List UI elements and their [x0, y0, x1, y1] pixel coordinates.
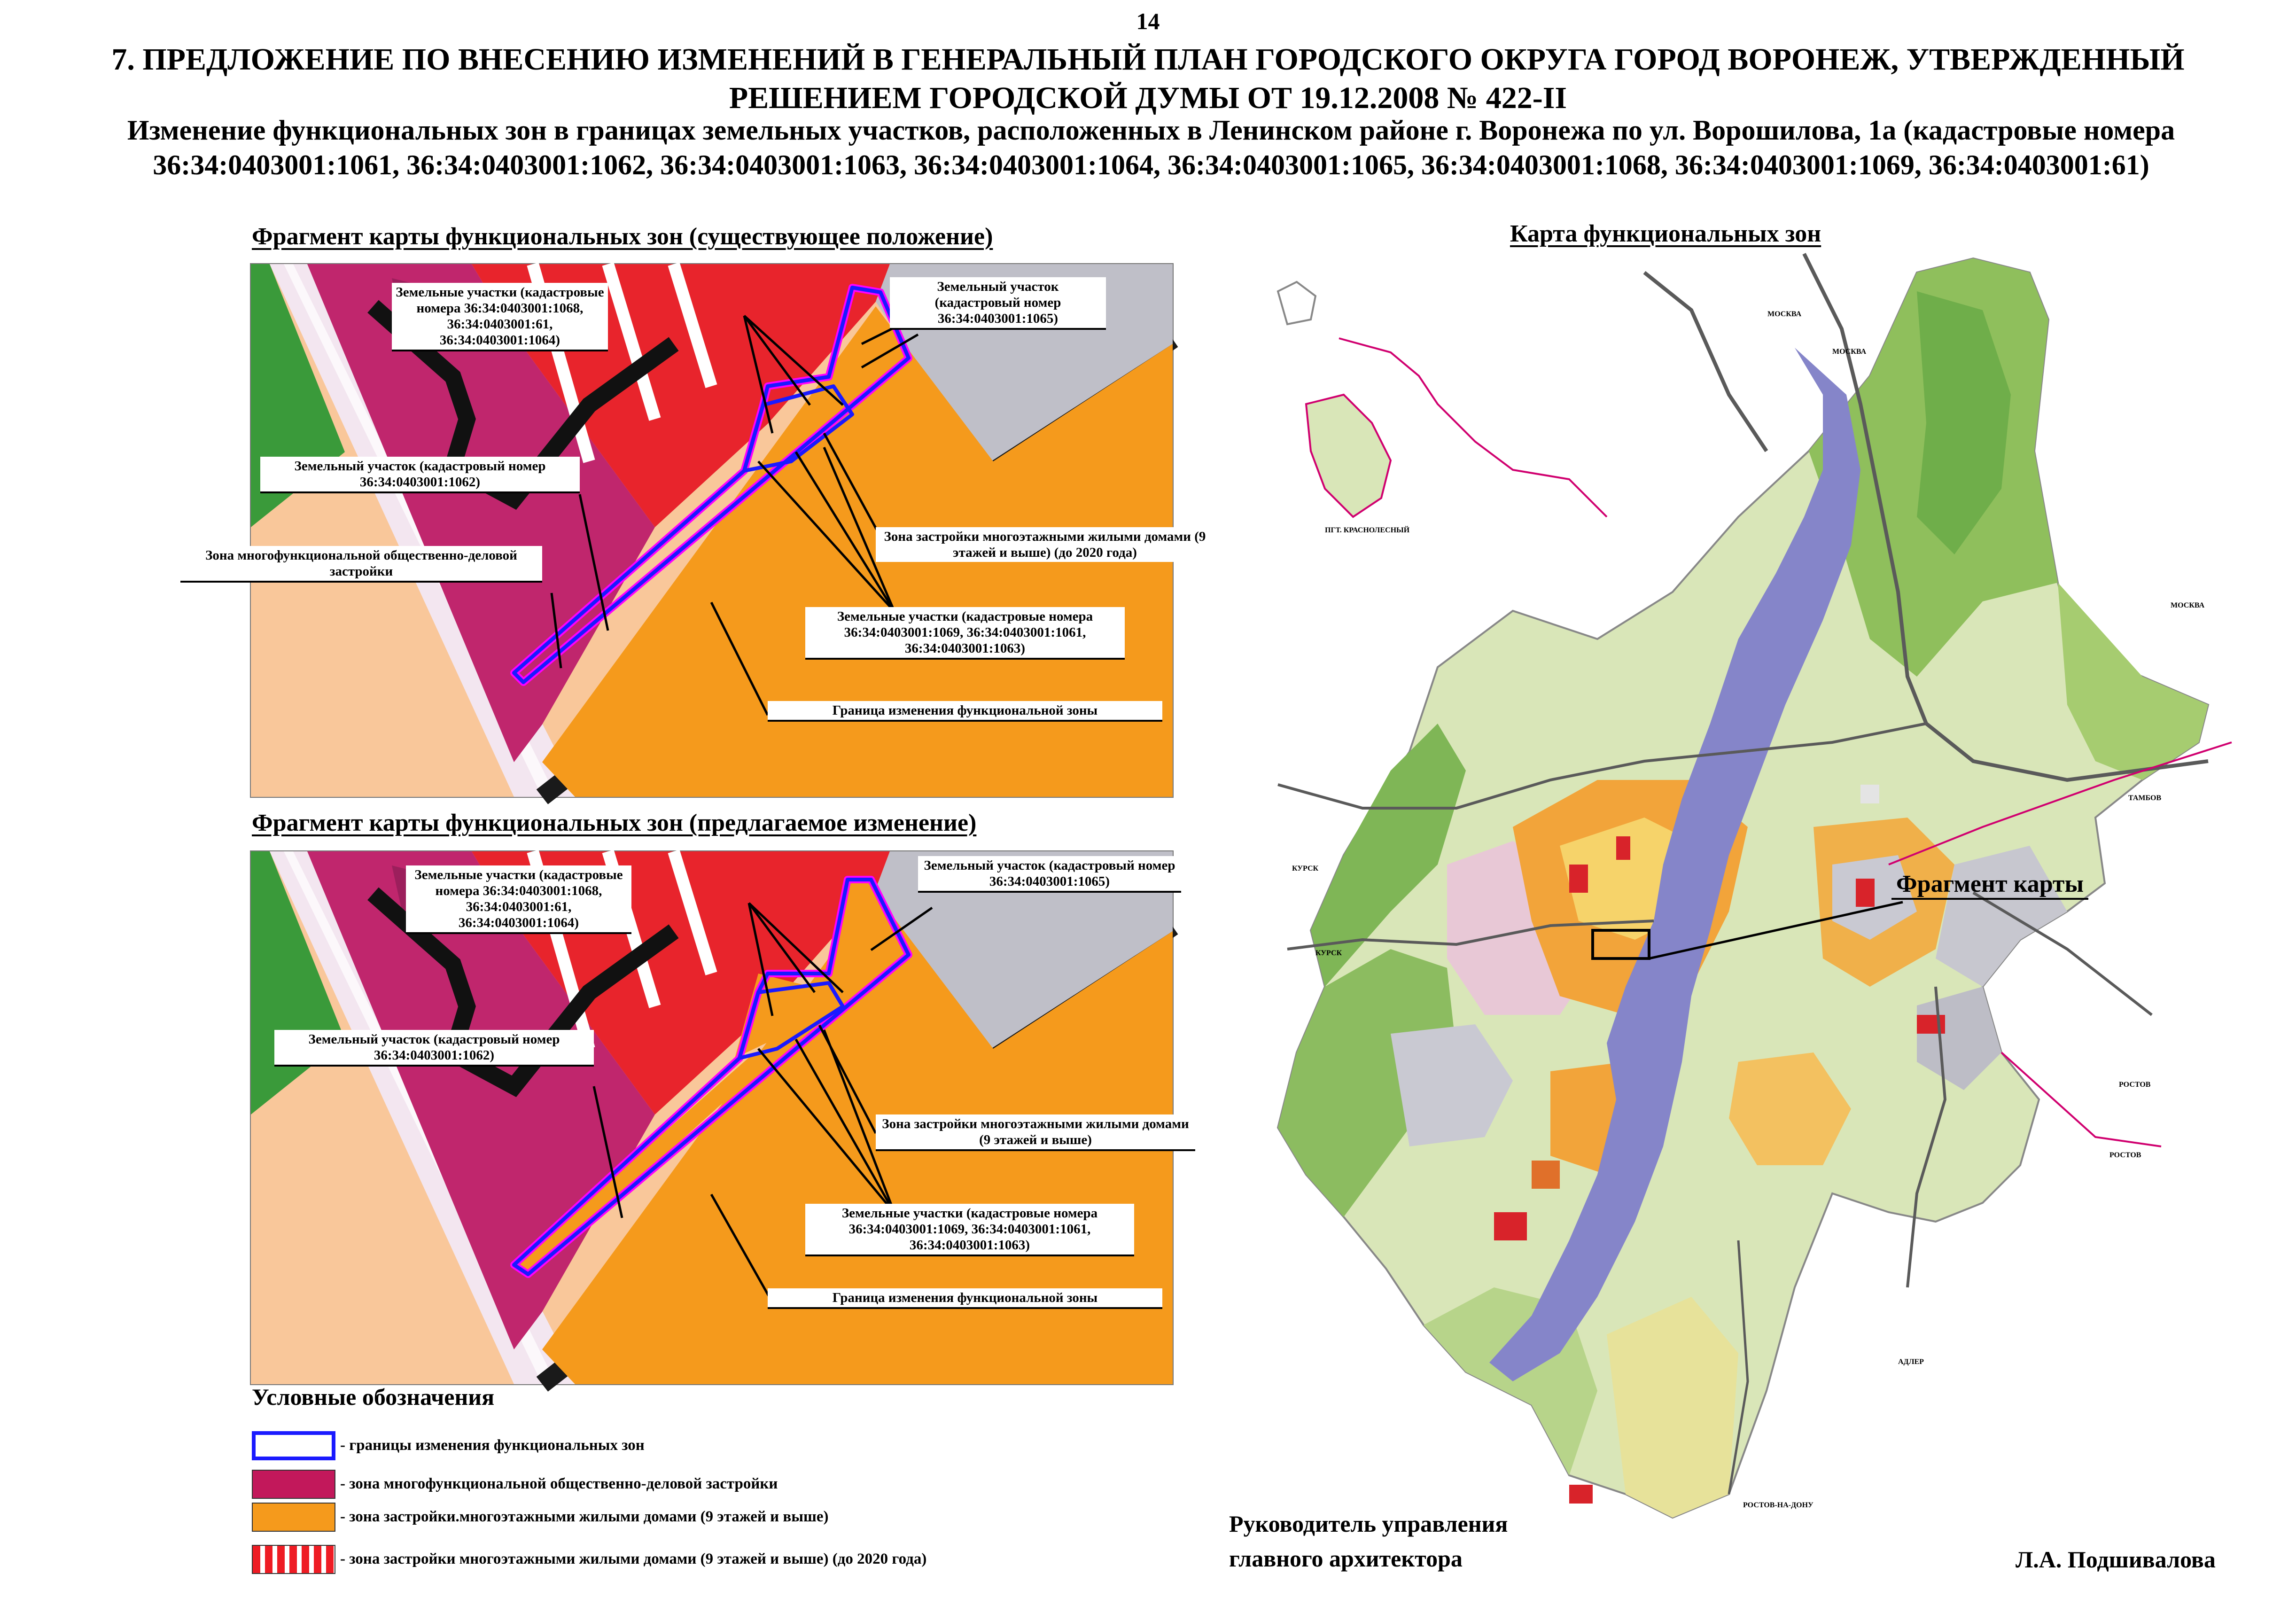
callout-plot-1065: Земельный участок (кадастровый номер 36:34:0403001:1065)	[890, 277, 1106, 330]
label-rostov-na-donu: РОСТОВ-НА-ДОНУ	[1743, 1501, 1813, 1509]
legend-swatch-boundary	[252, 1431, 335, 1460]
label-krasnolesny: ПГТ. КРАСНОЛЕСНЫЙ	[1325, 526, 1410, 534]
overview-map	[1269, 254, 2283, 1541]
signature-position-line1: Руководитель управления	[1229, 1511, 1508, 1537]
label-moskva-1: МОСКВА	[1767, 310, 1802, 318]
signature-position-line2: главного архитектора	[1229, 1545, 1463, 1572]
legend-label-boundary: - границы изменения функциональных зон	[340, 1437, 645, 1454]
fragment-existing-title: Фрагмент карты функциональных зон (существующее положение)	[252, 223, 993, 250]
callout-boundary-proposed: Граница изменения функциональной зоны	[768, 1288, 1162, 1309]
legend-label-residential-2020: - зона застройки многоэтажными жилыми домами (9 этажей и выше) (до 2020 года)	[340, 1551, 927, 1567]
label-rostov-1: РОСТОВ	[2119, 1081, 2151, 1089]
callout-plot-1062: Земельный участок (кадастровый номер 36:34:0403001:1062)	[260, 457, 580, 493]
label-moskva-2: МОСКВА	[1832, 348, 1867, 356]
callout-plots-1068-proposed: Земельные участки (кадастровые номера 36:34:0403001:1068, 36:34:0403001:61, 36:34:0403001:1064)	[406, 865, 631, 934]
label-kursk-1: КУРСК	[1292, 865, 1319, 873]
legend-swatch-residential-2020	[252, 1545, 335, 1574]
callout-boundary: Граница изменения функциональной зоны	[768, 701, 1162, 722]
label-tambov: ТАМБОВ	[2128, 794, 2162, 802]
callout-plots-1069-proposed: Земельные участки (кадастровые номера 36:34:0403001:1069, 36:34:0403001:1061, 36:34:0403001:1063)	[805, 1204, 1134, 1256]
legend-title: Условные обозначения	[252, 1384, 495, 1410]
legend-label-residential: - зона застройки.многоэтажными жилыми домами (9 этажей и выше)	[340, 1508, 829, 1525]
fragment-proposed-map	[250, 850, 1189, 1385]
overview-title: Карта функциональных зон	[1510, 220, 1821, 247]
page-title-line2: РЕШЕНИЕМ ГОРОДСКОЙ ДУМЫ ОТ 19.12.2008 № 422-II	[729, 81, 1567, 115]
callout-zone-residential: Зона застройки многоэтажными жилыми домами (9 этажей и выше) (до 2020 года)	[876, 527, 1214, 562]
callout-plot-1065-proposed: Земельный участок (кадастровый номер 36:34:0403001:1065)	[918, 856, 1181, 893]
legend-swatch-residential	[252, 1503, 335, 1532]
page-subtitle: Изменение функциональных зон в границах земельных участков, расположенных в Ленинском районе г. Воронежа по ул. Ворошилова, 1а (кадастровые номера 36:34:0403001:1061, 36:34:0403001:1062, 36:34:0403001:1063, 36:34:0403001:1064, 36:34:0403001:1065, 36:34:0403001:1068, 36:34:0403001:1069, 36:34:0403001:61)	[127, 115, 2175, 180]
page-title	[0, 40, 2296, 117]
legend-label-business: - зона многофункциональной общественно-деловой застройки	[340, 1475, 778, 1492]
callout-plot-1062-proposed: Земельный участок (кадастровый номер 36:34:0403001:1062)	[274, 1030, 594, 1067]
label-rostov-2: РОСТОВ	[2109, 1151, 2141, 1159]
label-kursk-2: КУРСК	[1315, 949, 1342, 957]
callout-zone-residential-proposed: Зона застройки многоэтажными жилыми домами (9 этажей и выше)	[876, 1114, 1195, 1151]
callout-plots-1069: Земельные участки (кадастровые номера 36:34:0403001:1069, 36:34:0403001:1061, 36:34:0403001:1063)	[805, 607, 1125, 660]
callout-plots-1068: Земельные участки (кадастровые номера 36:34:0403001:1068, 36:34:0403001:61, 36:34:0403001:1064)	[392, 283, 608, 351]
legend-swatch-business	[252, 1470, 335, 1499]
callout-zone-business: Зона многофункциональной общественно-деловой застройки	[180, 546, 542, 583]
fragment-map-label: Фрагмент карты	[1891, 870, 2088, 900]
signature-name: Л.А. Подшивалова	[2016, 1546, 2216, 1573]
fragment-existing-map	[205, 263, 1206, 798]
label-adler: АДЛЕР	[1898, 1358, 1924, 1366]
label-moskva-3: МОСКВА	[2171, 601, 2205, 609]
page-number: 14	[1136, 8, 1160, 34]
fragment-proposed-title: Фрагмент карты функциональных зон (предлагаемое изменение)	[252, 810, 977, 836]
page-title-line1: 7. ПРЕДЛОЖЕНИЕ ПО ВНЕСЕНИЮ ИЗМЕНЕНИЙ В ГЕНЕРАЛЬНЫЙ ПЛАН ГОРОДСКОГО ОКРУГА ГОРОД ВОРОНЕЖ, УТВЕРЖДЕННЫЙ	[111, 42, 2185, 77]
